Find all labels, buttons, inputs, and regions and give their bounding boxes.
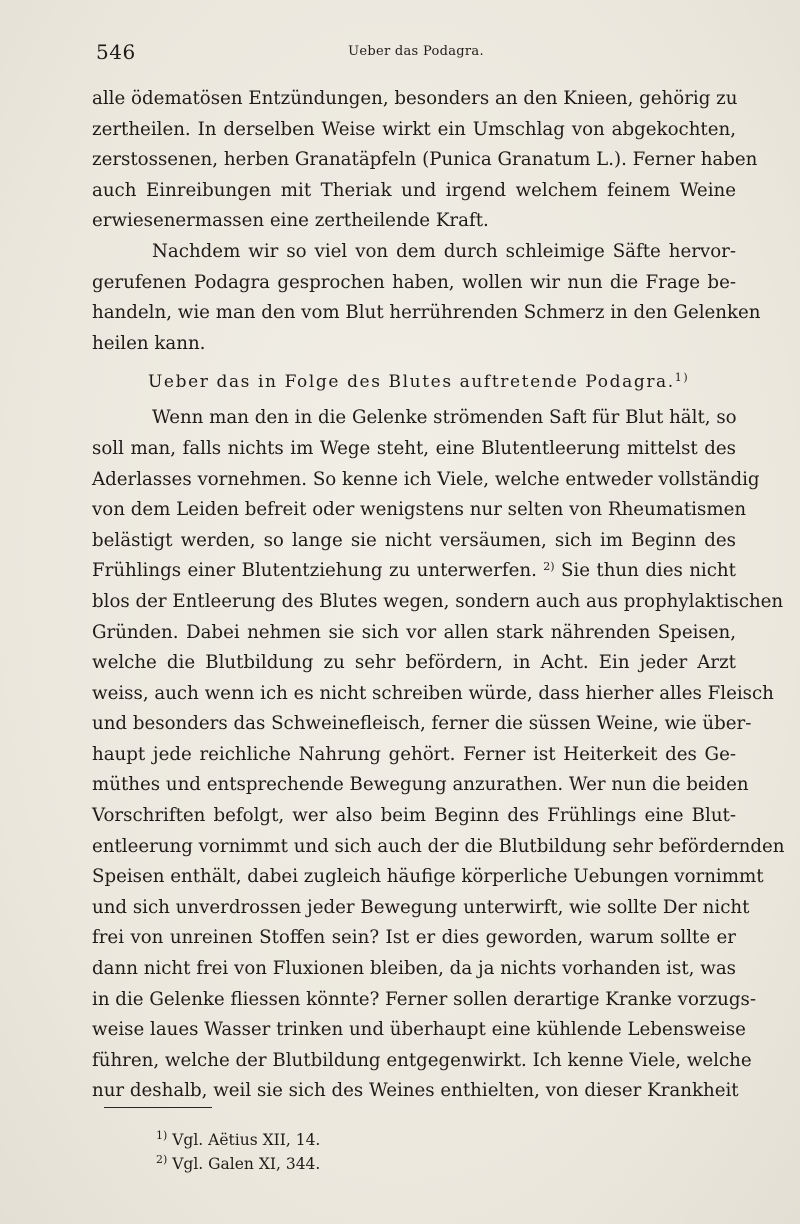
text-line: welche die Blutbildung zu sehr befördern, in Acht. Ein jeder Arzt (92, 652, 736, 674)
footnote-text: Vgl. Aëtius XII, 14. (172, 1131, 321, 1149)
text-line: heilen kann. (92, 332, 206, 354)
section-heading-text: Ueber das in Folge des Blutes auftretende Podagra. (148, 372, 675, 393)
footnote-mark: 1) (156, 1129, 168, 1142)
paragraph-3 (92, 403, 785, 1107)
text-line: Wenn man den in die Gelenke strömenden Saft für Blut hält, so (152, 407, 737, 429)
text-line: auch Einreibungen mit Theriak und irgend welchem feinem Weine (92, 179, 736, 201)
text-line: Vorschriften befolgt, wer also beim Beginn des Frühlings eine Blut- (92, 805, 736, 827)
text-line: entleerung vornimmt und sich auch der die Blutbildung sehr befördernden (92, 835, 785, 857)
text-line: weiss, auch wenn ich es nicht schreiben würde, dass hierher alles Fleisch (92, 682, 774, 704)
text-line: alle ödematösen Entzündungen, besonders an den Knieen, gehörig zu (92, 88, 738, 109)
text-line: müthes und entsprechende Bewegung anzurathen. Wer nun die beiden (92, 774, 749, 796)
text-line: handeln, wie man den vom Blut herrührenden Schmerz in den Gelenken (92, 302, 761, 324)
text-line: nur deshalb, weil sie sich des Weines enthielten, von dieser Krankheit (92, 1080, 739, 1102)
text-line: dann nicht frei von Fluxionen bleiben, da ja nichts vorhanden ist, was (92, 958, 736, 980)
text-line: Nachdem wir so viel von dem durch schleimige Säfte hervor- (152, 240, 736, 262)
text-line: in die Gelenke fliessen könnte? Ferner sollen derartige Kranke vorzugs- (92, 988, 757, 1010)
text-line: belästigt werden, so lange sie nicht versäumen, sich im Beginn des (92, 529, 736, 551)
text-line: blos der Entleerung des Blutes wegen, sondern auch aus prophylaktischen (92, 590, 784, 612)
text-line: Gründen. Dabei nehmen sie sich vor allen stark nährenden Speisen, (92, 621, 736, 643)
footnotes (156, 1128, 320, 1176)
footnote-divider (104, 1107, 212, 1108)
text-line: haupt jede reichliche Nahrung gehört. Ferner ist Heiterkeit des Ge- (92, 743, 736, 765)
footnote-text: Vgl. Galen XI, 344. (172, 1155, 321, 1173)
footnote-reference: 2) (543, 560, 555, 574)
text-line: Aderlasses vornehmen. So kenne ich Viele, welche entweder vollständig (92, 468, 760, 490)
text-line: Speisen enthält, dabei zugleich häufige körperliche Uebungen vornimmt (92, 866, 764, 888)
text-line: weise laues Wasser trinken und überhaupt eine kühlende Lebensweise (92, 1019, 746, 1041)
text-line: frei von unreinen Stoffen sein? Ist er dies geworden, warum sollte er (92, 927, 736, 949)
paragraph-2 (92, 237, 761, 359)
footnote (156, 1128, 320, 1152)
footnote (156, 1152, 320, 1176)
footnote-mark: 2) (156, 1153, 168, 1166)
text-line: führen, welche der Blutbildung entgegenwirkt. Ich kenne Viele, welche (92, 1049, 752, 1071)
text-line: und sich unverdrossen jeder Bewegung unterwirft, wie sollte Der nicht (92, 896, 750, 918)
text-line: von dem Leiden befreit oder wenigstens nur selten von Rheumatismen (92, 499, 747, 521)
running-title: Ueber das Podagra. (348, 44, 484, 59)
text-line: zerstossenen, herben Granatäpfeln (Punica Granatum L.). Ferner haben (92, 149, 758, 171)
text-line: gerufenen Podagra gesprochen haben, wollen wir nun die Frage be- (92, 271, 736, 293)
text-line: soll man, falls nichts im Wege steht, eine Blutentleerung mittelst des (92, 437, 736, 459)
paragraph-1 (92, 84, 758, 237)
page-header (96, 40, 736, 68)
section-heading (92, 367, 736, 397)
text-line: und besonders das Schweinefleisch, ferner die süssen Weine, wie über- (92, 713, 752, 735)
text-line: erwiesenermassen eine zertheilende Kraft. (92, 210, 489, 232)
text-fragment: Sie thun dies nicht (560, 560, 736, 582)
footnote-reference: 1) (674, 371, 690, 385)
text-fragment: Frühlings einer Blutentziehung zu unterwerfen. (92, 560, 537, 582)
text-line: zertheilen. In derselben Weise wirkt ein Umschlag von abgekochten, (92, 118, 736, 140)
text-line-with-note (92, 556, 736, 587)
body-text (92, 84, 785, 1107)
page-number: 546 (96, 40, 136, 64)
